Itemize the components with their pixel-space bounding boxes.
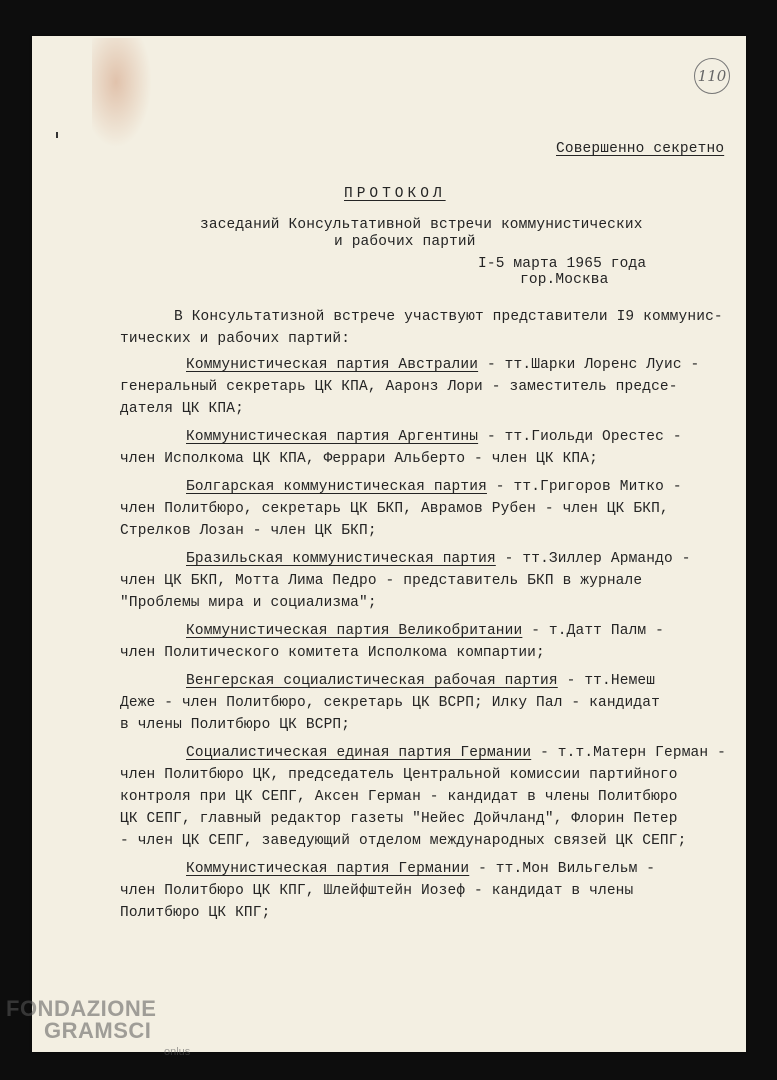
party-entry-line: Политбюро ЦК КПГ;	[120, 905, 271, 921]
subtitle-line-2: и рабочих партий	[334, 234, 476, 250]
rust-stain	[92, 38, 152, 148]
party-delegates: - тт.Зиллер Армандо -	[495, 551, 691, 567]
party-delegates: - тт.Гиольди Орестес -	[478, 429, 682, 445]
party-entry-heading	[186, 672, 655, 690]
party-delegates: - тт.Мон Вильгельм -	[469, 861, 656, 877]
meeting-place: гор.Москва	[520, 272, 609, 288]
party-name: Коммунистическая партия Аргентины	[186, 429, 479, 445]
subtitle-line-1: заседаний Консультативной встречи коммунистических	[200, 217, 643, 233]
party-delegates: - т.т.Матерн Герман -	[531, 745, 726, 761]
party-name: Коммунистическая партия Австралии	[186, 357, 479, 373]
party-entry-line: контроля при ЦК СЕПГ, Аксен Герман - кандидат в члены Политбюро	[120, 789, 678, 805]
party-name: Болгарская коммунистическая партия	[186, 479, 487, 495]
intro-line-2: тических и рабочих партий:	[120, 331, 351, 347]
party-entry-line: член Политического комитета Исполкома компартии;	[120, 645, 545, 661]
party-name: Коммунистическая партия Великобритании	[186, 623, 523, 639]
party-name: Венгерская социалистическая рабочая партия	[186, 673, 558, 689]
watermark-line-3: onlus	[164, 1046, 191, 1058]
party-delegates: - тт.Григоров Митко -	[486, 479, 682, 495]
party-entry-heading	[186, 622, 664, 640]
party-entry-heading	[186, 478, 682, 496]
party-name: Социалистическая единая партия Германии	[186, 745, 532, 761]
intro-line-1: В Консультатизной встрече участвуют представители I9 коммунис-	[174, 309, 723, 325]
watermark-line-1: FONDAZIONE	[6, 996, 157, 1021]
document-page	[32, 36, 746, 1052]
document-title: ПРОТОКОЛ	[344, 186, 446, 202]
party-entry-line: дателя ЦК КПА;	[120, 401, 244, 417]
party-entry-line: член ЦК БКП, Мотта Лима Педро - представитель БКП в журнале	[120, 573, 643, 589]
party-entry-heading	[186, 550, 691, 568]
party-delegates: - т.Датт Палм -	[522, 623, 664, 639]
party-entry-line: в члены Политбюро ЦК ВСРП;	[120, 717, 351, 733]
party-entry-line: член Политбюро ЦК, председатель Центральной комиссии партийного	[120, 767, 678, 783]
party-name: Бразильская коммунистическая партия	[186, 551, 496, 567]
party-entry-line: член Политбюро ЦК КПГ, Шлейфштейн Иозеф - кандидат в члены	[120, 883, 634, 899]
party-entry-line: член Политбюро, секретарь ЦК БКП, Аврамов Рубен - член ЦК БКП,	[120, 501, 669, 517]
party-delegates: - тт.Немеш	[557, 673, 656, 689]
party-entry-line: ЦК СЕПГ, главный редактор газеты "Нейес Дойчланд", Флорин Петер	[120, 811, 678, 827]
party-entry-line: - член ЦК СЕПГ, заведующий отделом международных связей ЦК СЕПГ;	[120, 833, 687, 849]
ink-mark	[56, 132, 58, 138]
party-entry-heading	[186, 744, 726, 762]
classification-label: Совершенно секретно	[556, 141, 725, 157]
party-entry-line: член Исполкома ЦК КПА, Феррари Альберто - член ЦК КПА;	[120, 451, 598, 467]
party-entry-line: генеральный секретарь ЦК КПА, Ааронз Лори - заместитель предсе-	[120, 379, 678, 395]
page-number-stamp: 110	[694, 58, 730, 94]
party-entry-heading	[186, 860, 655, 878]
party-entry-heading	[186, 356, 699, 374]
party-delegates: - тт.Шарки Лоренс Луис -	[478, 357, 700, 373]
party-entry-line: Стрелков Лозан - член ЦК БКП;	[120, 523, 377, 539]
watermark-line-2: GRAMSCI	[44, 1018, 152, 1043]
party-entry-line: "Проблемы мира и социализма";	[120, 595, 377, 611]
party-entry-line: Деже - член Политбюро, секретарь ЦК ВСРП; Илку Пал - кандидат	[120, 695, 660, 711]
party-name: Коммунистическая партия Германии	[186, 861, 470, 877]
meeting-date: I-5 марта 1965 года	[478, 256, 647, 272]
party-entry-heading	[186, 428, 682, 446]
fondazione-gramsci-watermark	[6, 996, 191, 1058]
